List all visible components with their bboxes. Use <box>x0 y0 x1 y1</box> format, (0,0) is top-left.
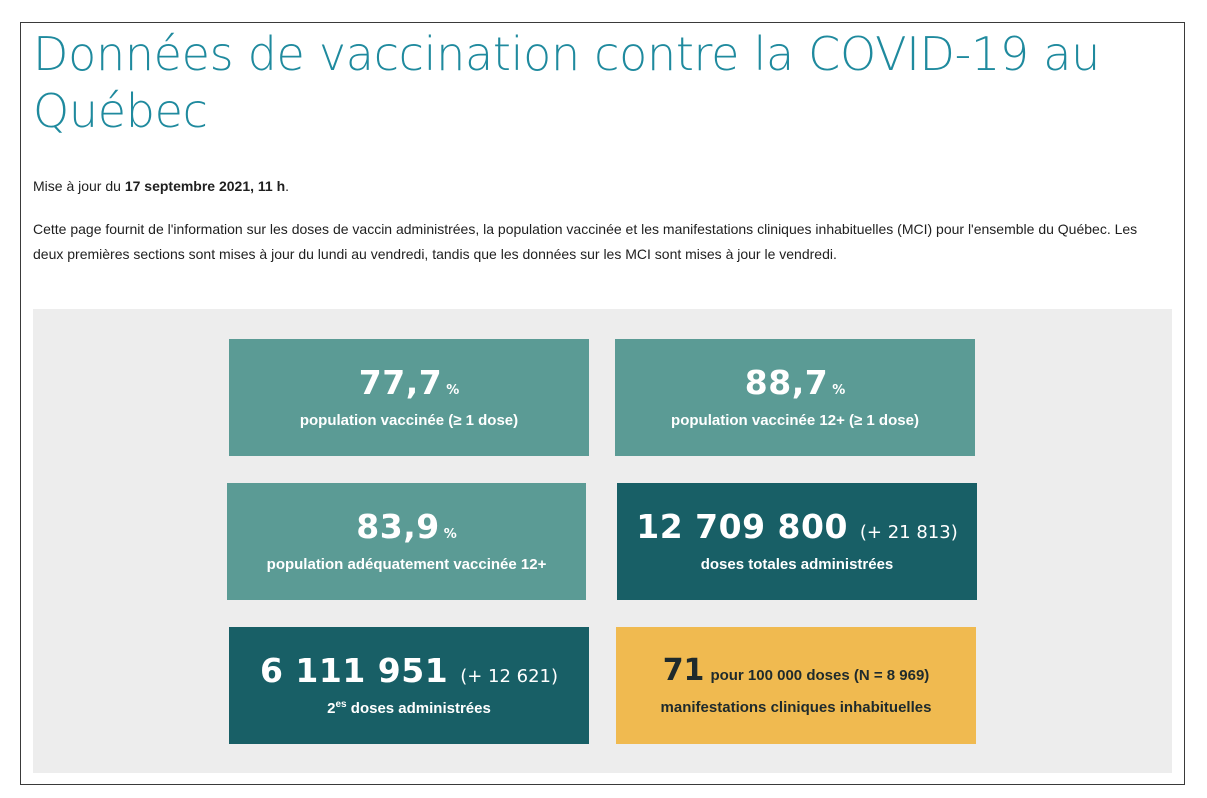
page-title: Données de vaccination contre la COVID-19 au Québec <box>33 27 1100 138</box>
update-suffix: . <box>285 178 290 194</box>
stat-value: 12 709 800 <box>636 506 848 546</box>
stat-value: 77,7 <box>358 362 443 402</box>
stat-value-row <box>359 364 459 402</box>
card-total-doses <box>617 483 977 600</box>
stat-value: 6 111 951 <box>259 650 449 690</box>
update-date: 17 septembre 2021, 11 h <box>124 178 286 194</box>
card-mci <box>616 627 976 744</box>
stat-delta: (+ 21 813) <box>859 521 958 543</box>
stat-unit: % <box>446 382 460 398</box>
stat-label-superscript: es <box>335 698 347 710</box>
stat-label: population vaccinée 12+ (≥ 1 dose) <box>671 411 919 429</box>
stat-value-row <box>636 508 958 546</box>
stat-value-row <box>356 508 456 546</box>
card-pop-vaccinated <box>229 339 589 456</box>
stat-label: manifestations cliniques inhabituelles <box>660 698 932 716</box>
stat-sub: pour 100 000 doses (N = 8 969) <box>710 666 930 684</box>
stat-value-row <box>745 364 845 402</box>
stat-value-row <box>663 653 930 689</box>
stat-label: population vaccinée (≥ 1 dose) <box>299 411 519 429</box>
card-second-doses <box>229 627 589 744</box>
stat-unit: % <box>832 382 846 398</box>
stat-value: 83,9 <box>356 506 440 546</box>
stat-unit: % <box>443 526 457 542</box>
card-pop-vaccinated-12plus <box>615 339 975 456</box>
stats-panel <box>33 309 1172 773</box>
intro-paragraph: Cette page fournit de l'information sur les doses de vaccin administrées, la population vaccinée et les manifestations cliniques inhabituelles (MCI) pour l'ensemble du Québec. Les deux premières sections sont mises à jour du lundi au vendredi, tandis que les données sur les MCI sont mises à jour le vendredi. <box>33 221 1138 262</box>
stat-label-number: 2 <box>327 699 336 717</box>
stat-label-text: doses administrées <box>346 699 491 717</box>
stat-value-row <box>260 652 558 690</box>
stat-delta: (+ 12 621) <box>460 665 559 687</box>
card-pop-adequate-12plus <box>227 483 586 600</box>
stat-label <box>327 698 491 720</box>
update-line <box>33 176 289 196</box>
stat-label: population adéquatement vaccinée 12+ <box>266 555 547 573</box>
stat-label: doses totales administrées <box>700 555 894 573</box>
stat-value: 88,7 <box>744 362 829 402</box>
update-prefix: Mise à jour du <box>33 178 125 194</box>
stat-value: 71 <box>662 652 705 688</box>
